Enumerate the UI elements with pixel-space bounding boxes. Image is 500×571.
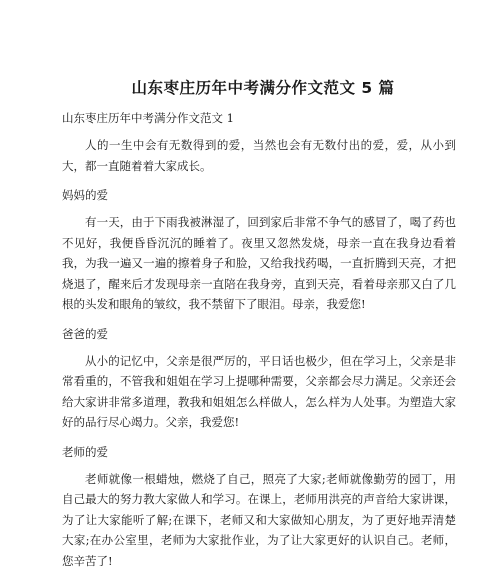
section-body-mother: 有一天，由于下雨我被淋湿了，回到家后非常不争气的感冒了，喝了药也不见好，我便昏昏沉沉的睡着了。夜里又忽然发烧，母亲一直在我身边看着我，为我一遍又一遍的擦着身子和脸，又给我找药喝，一直折腾到天亮，才把烧退了，醒来后才发现母亲一直陪在我身旁，直到天亮，看着母亲那又白了几根的头发和眼角的皱纹，我不禁留下了眼泪。母亲，我爱您! [62, 212, 456, 315]
document-subtitle: 山东枣庄历年中考满分作文范文 1 [62, 110, 456, 126]
section-body-teacher: 老师就像一根蜡烛，燃烧了自己，照亮了大家;老师就像勤劳的园丁，用自己最大的努力教大家做人和学习。在课上，老师用洪亮的声音给大家讲课，为了让大家能听了解;在课下，老师又和大家做知心朋友，为了更好地弄清楚大家;在办公室里，老师为大家批作业，为了让大家更好的认识自己。老师，您辛苦了! [62, 469, 456, 571]
intro-paragraph: 人的一生中会有无数得到的爱，当然也会有无数付出的爱，爱，从小到大，都一直随着着大家成长。 [62, 135, 456, 176]
section-heading-teacher: 老师的爱 [62, 444, 456, 460]
section-heading-father: 爸爸的爱 [62, 326, 456, 342]
section-heading-mother: 妈妈的爱 [62, 187, 456, 203]
section-body-father: 从小的记忆中，父亲是很严厉的，平日话也极少，但在学习上，父亲是非常看重的，不管我和姐姐在学习上提哪种需要，父亲都会尽力满足。父亲还会给大家讲非常多道理，教我和姐姐怎么样做人，怎么样为人处事。为塑造大家好的品行尽心竭力。父亲，我爱您! [62, 351, 456, 433]
document-title: 山东枣庄历年中考满分作文范文 5 篇 [70, 78, 456, 98]
